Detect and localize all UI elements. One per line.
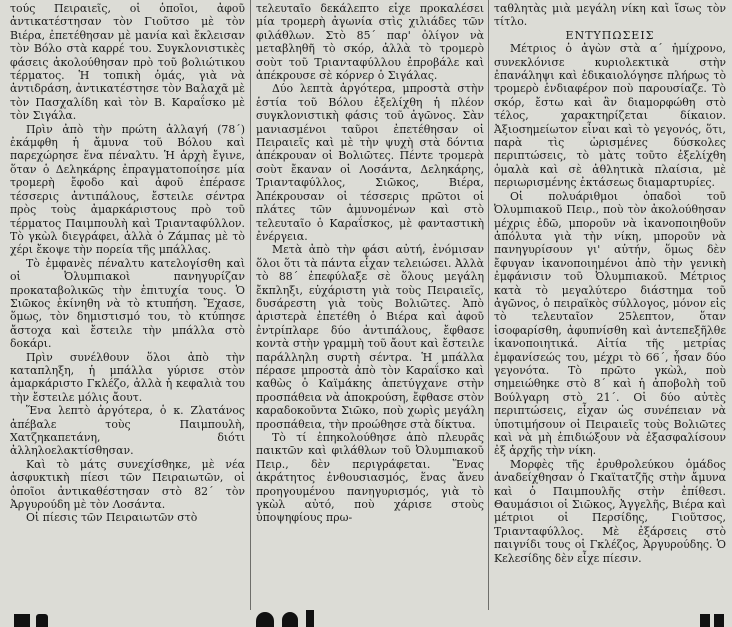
paragraph: ταθλητὰς μιὰ μεγάλη νίκη καὶ ἴσως τὸν τίτλο. [494, 2, 726, 29]
paragraph: Οἱ πίεσις τῶν Πειραιωτῶν στὸ [26, 511, 198, 525]
headline-glyph-fragment [14, 614, 30, 627]
article-column-1 [10, 2, 245, 607]
paragraph: Πρὶν ἀπὸ τὴν πρώτη ἀλλαγή (78΄) ἐκάμφθη ἡ ἄμυνα τοῦ Βόλου καὶ παρεχώρησε ἕνα πέναλτυ. Ἡ ἀρχὴ ἔγινε, ὅταν ὁ Δεληκάρης ἐπραγματοποίησε μία τρομερὴ ἔφοδο καὶ ἀφοῦ ἐπέρασε τέσσερις ἀντιπάλους, ἔστειλε σέντρα πρὸς τοὺς ἀμαρκάριστους πρὸ τοῦ τέρματος Παιμπουλὴ καὶ Τριανταφύλλον. Τὸ γκὼλ διεγράφει, ἀλλὰ ὁ Ζάμπας μὲ τὸ χέρι ἔκοψε τὴν πορεία τῆς μπάλλας. [10, 122, 245, 257]
paragraph: Μετὰ ἀπὸ τὴν φάσι αὐτή, ἐνόμισαν ὅλοι ὅτι τὰ πάντα εἶχαν τελειώσει. Ἀλλὰ τὸ 88΄ ἐπεφύλαξε σὲ ὅλους μεγάλη ἔκπληξι, εὐχάριστη γιὰ τοὺς Πειραιεῖς, δυσάρεστη γιὰ τοὺς Βολιῶτες. Ἀπὸ ἀριστερὰ ἐπετέθη ὁ Βιέρα καὶ ἀφοῦ ἐντρίπλαρε δύο ἀντιπάλους, ἔφθασε κοντὰ στὴν γραμμὴ τοῦ ἄουτ καὶ ἔστειλε παράλληλη συρτὴ σέντρα. Ἡ μπάλλα πέρασε μπροστὰ ἀπὸ τὸν Καραΐσκο καὶ καθὼς ὁ Καϊμάκης ἀπετύγχανε στὴν προσπάθεια νὰ ἀποκρούση, ἔφθασε στὸν καραδοκοῦντα Σιῶκο, ποὺ χωρὶς μεγάλη προσπάθεια, τὴν προώθησε στὰ δίκτυα. [256, 243, 484, 431]
headline-glyph-fragment [306, 610, 314, 627]
paragraph: Οἱ πολυάριθμοι ὀπαδοὶ τοῦ Ὀλυμπιακοῦ Πειρ., ποὺ τὸν ἀκολούθησαν μέχρις ἐδῶ, μποροῦν νὰ ἱκανοποιηθοῦν ἀπόλυτα γιὰ τὴν νίκη, μποροῦν νὰ πανηγυρίσουν γι' αὐτήν, ὅμως δὲν ἔφυγαν ἱκανοποιημένοι ἀπὸ τὴν γενικὴ ἐμφάνισιν τοῦ Ὀλυμπιακοῦ. Μέτριος κατὰ τὸ μεγαλύτερο διάστημα τοῦ ἀγῶνος, ὁ πειραϊκὸς σύλλογος, μόνον εἰς τὸ τελευταῖον 25λεπτον, ὅταν ἰσοφαρίσθη, ἀφυπνίσθη καὶ ἀντεπεξῆλθε ἱκανοποιητικά. Αἰτία τῆς μετρίας ἐμφανίσεώς του, μέχρι τὸ 66΄, ἦσαν δύο γεγονότα. Τὸ πρῶτο γκὼλ, ποὺ σημειώθηκε στὸ 8΄ καὶ ἡ ἀποβολὴ τοῦ Βούλγαρη στὸ 21΄. Οἱ δύο αὐτὲς περιπτώσεις, εἶχαν ὡς συνέπειαν νὰ ὑποτιμήσουν οἱ Πειραιεῖς τοὺς Βολιῶτες καὶ νὰ μὴ ἐπιδιώξουν νὰ ἐξασφαλίσουν ἐξ ἀρχῆς τὴν νίκη. [494, 189, 726, 458]
paragraph: Τὸ τί ἐπηκολούθησε ἀπὸ πλευρᾶς παικτῶν καὶ φιλάθλων τοῦ Ὀλυμπιακοῦ Πειρ., δὲν περιγράφεται. Ἕνας ἀκράτητος ἐνθουσιασμός, ἕνας ἄνευ προηγουμένου πανηγυρισμός, γιὰ τὸ γκὼλ αὐτό, ποὺ χάρισε στοὺς ὑποψηφίους πρω- [256, 431, 484, 525]
headline-glyph-fragment [700, 614, 710, 627]
headline-glyph-fragment [282, 612, 298, 627]
paragraph: Καὶ τὸ μάτς συνεχίσθηκε, μὲ νέα ἀσφυκτικὴ πίεσι τῶν Πειραιωτῶν, οἱ ὁποῖοι ἀντικαθέστησαν στὸ 82΄ τὸν Ἀργυρούδη μὲ τὸν Λοσάντα. [10, 457, 245, 512]
paragraph: Τὸ ἐμφανὲς πέναλτυ κατελογίσθη καὶ οἱ Ὀλυμπιακοὶ πανηγυρίζαν προκαταβολικῶς τὴν ἐπιτυχία τους. Ὁ Σιῶκος ἐκίνηθη νὰ τὸ κτυπήση. Ἔχασε, ὅμως, τὸν δημιστισμό του, τὸ κτύπησε ἄστοχα καὶ ἔστειλε τὴν μπάλλα στὸ δοκάρι. [10, 256, 245, 351]
section-heading: ΕΝΤΥΠΩΣΕΙΣ [565, 28, 655, 42]
paragraph: Δύο λεπτὰ ἀργότερα, μπροστὰ στὴν ἑστία τοῦ Βόλου ἐξελίχθη ἡ πλέον συγκλονιστικὴ φάσις τοῦ ἀγῶνος. Σὰν μανιασμένοι ταῦροι ἐπετέθησαν οἱ Πειραιεῖς καὶ μὲ τὴν ψυχὴ στὰ δόντια ἀπέκρουαν οἱ Βολιῶτες. Πέντε τρομερὰ σοὺτ ἔκαναν οἱ Λοσάντα, Δεληκάρης, Τριανταφύλλος, Σιῶκος, Βιέρα, Ἀπέκρουσαν οἱ τέσσερις πρῶτοι οἱ πλάτες τῶν ἀμυνομένων καὶ στὸ τελευταῖο ὁ Καραΐσκος, μὲ φανταστικὴ ἐνέργεια. [256, 82, 484, 243]
paragraph: τελευταῖο δεκάλεπτο εἶχε προκαλέσει μία τρομερὴ ἀγωνία στὶς χιλιάδες τῶν φιλάθλων. Στὸ 85΄ παρ' ὀλίγον νὰ μεταβληθῆ τὸ σκόρ, ἀλλὰ τὸ τρομερὸ σοὺτ τοῦ Τριανταφύλλου ἐπροβάλε καὶ ἀπέκρουσε σὲ κόρνερ ὁ Σιγάλας. [256, 2, 484, 83]
next-headline-fragment [0, 608, 732, 627]
headline-glyph-fragment [256, 612, 274, 627]
headline-glyph-fragment [714, 614, 724, 627]
headline-glyph-fragment [36, 614, 48, 627]
column-rule-left [250, 0, 251, 610]
article-column-3 [494, 2, 726, 607]
paragraph: Πρὶν συνέλθουν ὅλοι ἀπὸ τὴν καταπληξη, ἡ μπάλλα γύρισε στὸν ἀμαρκάριστο Γκλέζο, ἀλλὰ ἡ κεφαλιὰ του τὴν ἔστειλε μόλις ἄουτ. [10, 350, 245, 404]
paragraph: Μορφὲς τῆς ἐρυθρολεύκου ὁμάδος ἀναδείχθησαν ὁ Γκαϊτατζῆς στὴν ἄμυνα καὶ ὁ Παιμπουλῆς στὴν ἐπίθεσι. Θαυμάσιοι οἱ Σιῶκος, Ἀγγελῆς, Βιέρα καὶ μέτριοι οἱ Περσίδης, Γιοῦτσος, Τριανταφύλλος. Μὲ ἐξάρσεις στὸ παιγνίδι τους οἱ Γκλέζος, Ἀργυρούδης. Ὁ Κελεσίδης δὲν εἶχε πίεσιν. [494, 457, 726, 565]
article-column-2 [256, 2, 484, 607]
column-rule-right [488, 0, 489, 610]
paragraph: Μέτριος ὁ ἀγὼν στὰ α΄ ἡμίχρονο, συνεκλόνισε κυριολεκτικὰ στὴν ἐπανάληψι καὶ ἐδικαιολόγησε πλήρως τὸ τρομερὸ ἐνδιαφέρον ποὺ παρουσίαζε. Τὸ σκόρ, ἔστω καὶ ἂν διαμορφώθη στὸ τέλος, χαρακτηρίζεται δίκαιον. Ἀξιοσημείωτον εἶναι καὶ τὸ γεγονός, ὅτι, παρὰ τὶς ὡρισμένες δύσκολες περιπτώσεις, τὸ μὰτς τοῦτο ἐξελίχθη ὁμαλὰ καὶ σὲ ἀθλητικὰ πλαίσια, μὲ περιωρισμένης ἐκτάσεως διαμαρτυρίες. [494, 42, 726, 190]
paragraph: Ἕνα λεπτὸ ἀργότερα, ὁ κ. Ζλατάνος ἀπέβαλε τοὺς Παιμπουλὴ, Χατζηκαπετάνη, διότι ἀλληλοελακτίσθησαν. [10, 404, 245, 458]
paragraph: τούς Πειραιεῖς, οἱ ὁποῖοι, ἀφοῦ ἀντικατέστησαν τὸν Γιοῦτσο μὲ τὸν Βιέρα, ἐπετέθησαν μὲ μανία καὶ ἔκλεισαν τὸν Βόλο στὰ καρρέ του. Συγκλονιστικὲς φάσεις ἀκολούθησαν πρὸ τοῦ βολιώτικου τέρματος. Ἡ τοπικὴ ὁμάς, γιὰ νὰ ἀντιδράση, ἀντικατέστησε τὸν Βαλαχᾶ μὲ τὸν Πασχαλίδη καὶ τὸν Β. Καραΐσκο μὲ τὸν Σιγάλα. [10, 2, 245, 123]
